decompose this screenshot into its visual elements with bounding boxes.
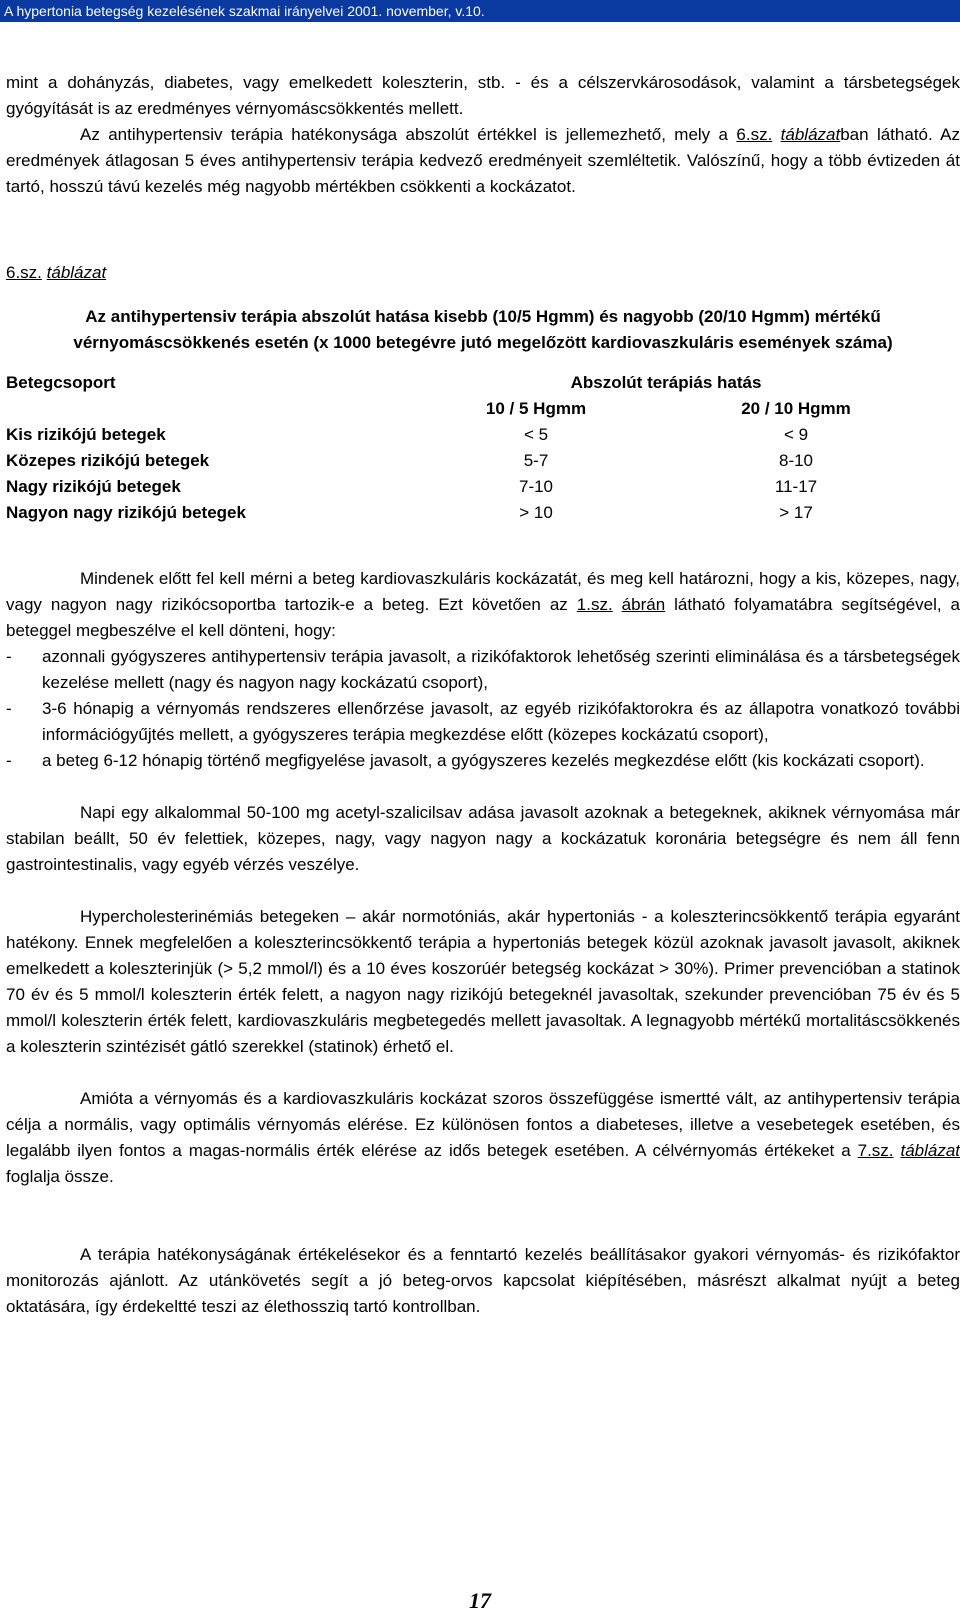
paragraph-2 [6,566,960,644]
list-dash: - [6,751,12,770]
empty-cell [6,396,406,422]
paragraph-text: mint a dohányzás, diabetes, vagy emelkedett koleszterin, stb. - és a célszervkárosodások, valamint a társbetegségek gyógyítását is az eredményes vérnyomáscsökkentés mellett. [6,73,960,118]
row-value-2: > 17 [779,503,813,522]
table-row [6,474,926,500]
paragraph-text: ban látható. Az eredmények átlagosan 5 éves antihypertensiv terápia kedvező eredményeit szemléltetik. Valószínű, hogy a több évtizeden át tartó, hosszú távú kezelés még nagyobb mértékben csökkenti a kockázatot. [6,125,960,196]
spacer [6,774,960,800]
row-group: Nagy rizikójú betegek [6,477,181,496]
spacer [6,1190,960,1242]
list-item-text: azonnali gyógyszeres antihypertensiv terápia javasolt, a rizikófaktorok lehetőség szerinti eliminálása és a társbetegségek kezelése mellett (nagy és nagyon nagy kockázatú csoport), [42,647,960,692]
spacer [6,878,960,904]
spacer [6,200,960,226]
absolute-effect-table [6,370,926,526]
paragraph-1b [6,122,960,200]
subheader-20-10: 20 / 10 Hgmm [741,399,851,418]
row-value-1: 5-7 [523,451,549,470]
table-6-link-word[interactable]: táblázat [780,125,841,144]
list-item [6,696,960,748]
paragraph-4: Hypercholesterinémiás betegeken – akár normotóniás, akár hypertoniás - a koleszterincsökkentő terápia egyaránt hatékony. Ennek megfelelően a koleszterincsökkentő terápia a hypertoniás betegek közül azoknak javasolt javasolt, akiknek emelkedett a koleszterinjük (> 5,2 mmol/l) és a 10 éves koszorúér betegség kockázat > 30%). Primer prevencióban a statinok 70 év és 5 mmol/l koleszterin érték felett, a nagyon nagy rizikójú betegeknél javasoltak, szekunder prevencióban 75 év és 5 mmol/l koleszterin érték felett, kardiovaszkuláris megbetegedés mellett javasoltak. A legnagyobb mértékű mortalitáscsökkenés a koleszterin szintézisét gátló szerekkel (statinok) érhető el. [6,907,960,1056]
paragraph-5 [6,1086,960,1190]
header-title: A hypertonia betegség kezelésének szakmai irányelvei 2001. november, v.10. [4,3,485,19]
table-title: Az antihypertensiv terápia abszolút hatása kisebb (10/5 Hgmm) és nagyobb (20/10 Hgmm) mértékű vérnyomáscsökkenés esetén (x 1000 betegévre jutó megelőzött kardiovaszkuláris események száma) [73,307,893,352]
row-group: Nagyon nagy rizikójú betegek [6,503,246,522]
row-value-1: 7-10 [518,477,554,496]
table-7-link-word[interactable]: táblázat [900,1141,960,1160]
list-dash: - [6,699,12,718]
table-header-row [6,370,926,396]
paragraph-text: Mindenek előtt fel kell mérni a beteg kardiovaszkuláris kockázatát, és meg kell határozni, hogy a kis, közepes, nagy, vagy nagyon nagy rizikócsoportba tartozik-e a beteg. Ezt követően az [6,569,960,614]
page-number: 17 [469,1588,491,1613]
row-value-2: 8-10 [778,451,814,470]
row-value-2: 11-17 [774,477,818,496]
list-item [6,748,960,774]
paragraph-text: látható folyamatábra segítségével, a beteggel megbeszélve el kell dönteni, hogy: [6,595,960,640]
paragraph-text: Az antihypertensiv terápia hatékonysága abszolút értékkel is jellemezhető, mely a [80,125,737,144]
paragraph-1a [6,70,960,122]
figure-1-link-num[interactable]: 1.sz. [576,595,613,614]
table-7-link-num[interactable]: 7.sz. [857,1141,894,1160]
figure-1-link-word[interactable]: ábrán [621,595,666,614]
table-row [6,500,926,526]
paragraph-text: Amióta a vérnyomás és a kardiovaszkuláris kockázat szoros összefüggése ismertté vált, az antihypertensiv terápia célja a normális, vagy optimális vérnyomás elérése. Ez különösen fontos a diabeteses, illetve a vesebetegek esetében, és legalább ilyen fontos a magas-normális érték elérése az idős betegek esetében. A célvérnyomás értékeket a [6,1089,960,1160]
list-item-text: 3-6 hónapig a vérnyomás rendszeres ellenőrzése javasolt, az egyéb rizikófaktorokra és az állapotra vonatkozó további információgyűjtés mellett, a gyógyszeres terápia megkezdése előtt (közepes kockázatú csoport), [42,699,960,744]
row-group: Közepes rizikójú betegek [6,451,210,470]
list-item-text: a beteg 6-12 hónapig történő megfigyelése javasolt, a gyógyszeres kezelés megkezdése előtt (kis kockázati csoport). [42,751,925,770]
row-value-2: < 9 [783,425,809,444]
list-item [6,644,960,696]
row-value-1: < 5 [523,425,549,444]
table-row [6,448,926,474]
paragraph-6: A terápia hatékonyságának értékelésekor és a fenntartó kezelés beállításakor gyakori vérnyomás- és rizikófaktor monitorozás ajánlott. Az utánkövetés segít a jó beteg-orvos kapcsolat kiépítésében, másrészt alkalmat nyújt a beteg oktatására, így érdekeltté teszi az élethossziq tartó kontrollban. [6,1245,960,1316]
table-6-link-num[interactable]: 6.sz. [736,125,773,144]
document-header [0,0,960,22]
decision-list [6,644,960,774]
paragraph-text: foglalja össze. [6,1167,114,1186]
table-row [6,422,926,448]
row-group: Kis rizikójú betegek [6,425,166,444]
paragraph-3: Napi egy alkalommal 50-100 mg acetyl-szalicilsav adása javasolt azoknak a betegeknek, akiknek vérnyomása már stabilan beállt, 50 év felettiek, közepes, nagy, vagy nagyon nagy a kockázatuk koronária betegségre és nem áll fenn gastrointestinalis, vagy egyéb vérzés veszélye. [6,803,960,874]
spacer [6,526,960,566]
table-caption-word: táblázat [46,263,107,282]
subheader-10-5: 10 / 5 Hgmm [485,399,587,418]
list-dash: - [6,647,12,666]
table-caption [6,260,960,286]
col-header-effect: Abszolút terápiás hatás [570,373,762,392]
spacer [6,226,960,258]
col-header-group: Betegcsoport [6,373,116,392]
table-caption-num: 6.sz. [6,263,42,282]
table-subheader-row [6,396,926,422]
row-value-1: > 10 [519,503,553,522]
spacer [6,1060,960,1086]
document-body [6,70,960,1320]
